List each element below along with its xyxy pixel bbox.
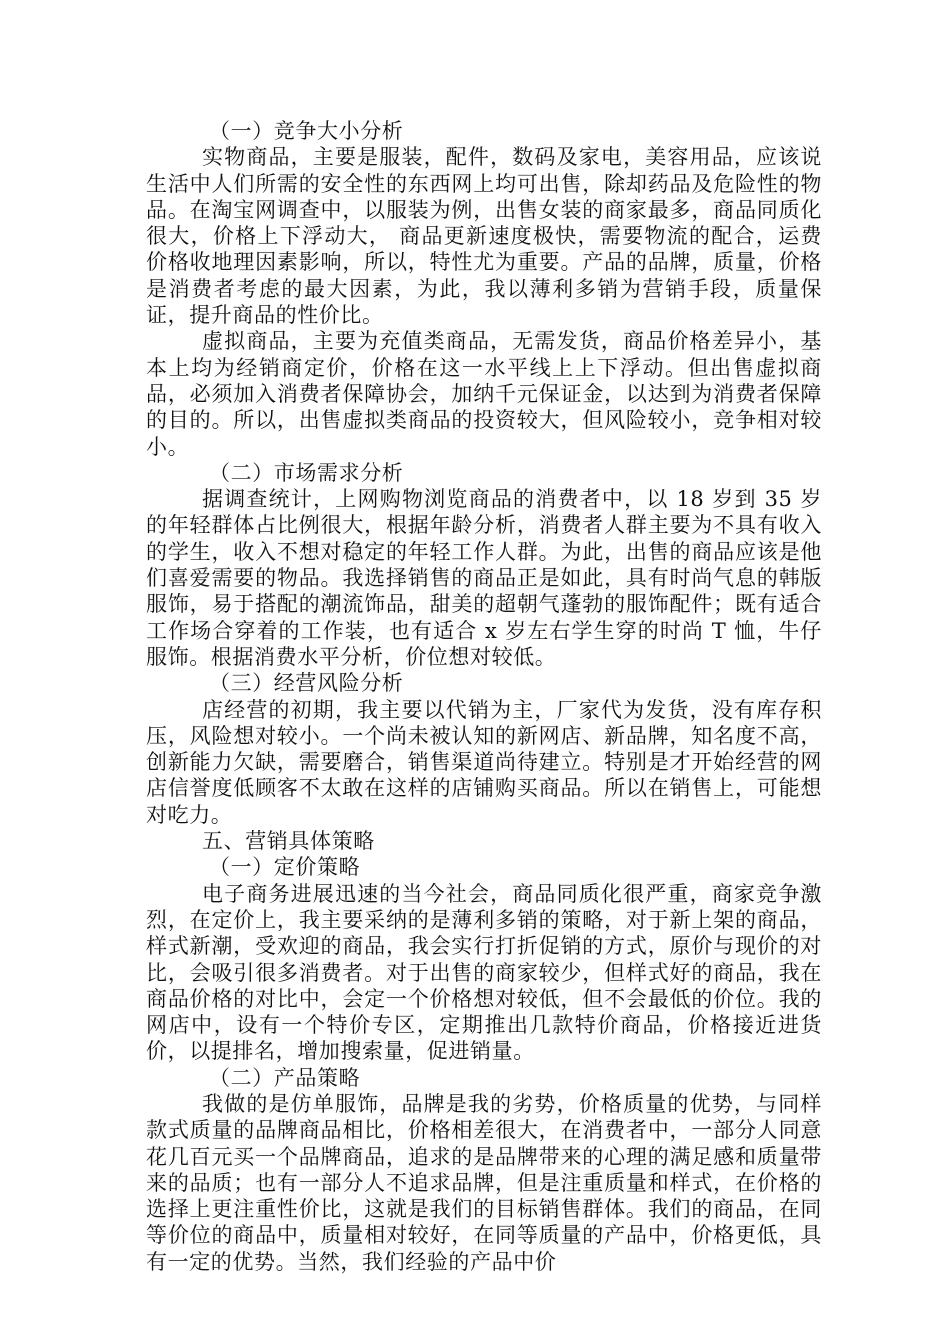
paragraph-physical-goods: 实物商品，主要是服装，配件，数码及家电，美容用品，应该说生活中人们所需的安全性的东西网上均可出售，除却药品及危险性的物品。在淘宝网调查中，以服装为例，出售女装的商家最多，商品同质化很大，价格上下浮动大， 商品更新速度极快，需要物流的配合，运费价格收地理因素影响，所以，特性尤为重要。产品的品牌，质量，价格是消费者考虑的最大因素，为此，我以薄利多销为营销手段，质量保证，提升商品的性价比。 <box>146 145 822 328</box>
document-body <box>146 118 822 1275</box>
section-heading-product: （二）产品策略 <box>209 1065 361 1090</box>
section-heading-business-risk: （三）经营风险分析 <box>209 671 404 696</box>
paragraph-virtual-goods: 虚拟商品，主要为充值类商品，无需发货，商品价格差异小，基本上均为经销商定价，价格在这一水平线上上下浮动。但出售虚拟商品，必须加入消费者保障协会，加纳千元保证金，以达到为消费者保障的目的。所以，出售虚拟类商品的投资较大，但风险较小，竞争相对较小。 <box>146 329 822 459</box>
paragraph-pricing: 电子商务进展迅速的当今社会，商品同质化很严重，商家竞争激烈，在定价上，我主要采纳的是薄利多销的策略，对于新上架的商品，样式新潮，受欢迎的商品，我会实行打折促销的方式，原价与现价的对比，会吸引很多消费者。对于出售的商家较少，但样式好的商品，我在商品价格的对比中，会定一个价格想对较低，但不会最低的价位。我的网店中，设有一个特价专区，定期推出几款特价商品，价格接近进货价，以提排名，增加搜索量，促进销量。 <box>146 881 822 1064</box>
section-heading-pricing: （一）定价策略 <box>209 855 361 880</box>
chapter-heading-marketing-strategy: 五、营销具体策略 <box>202 829 375 854</box>
section-heading-competition: （一）竞争大小分析 <box>209 119 404 143</box>
paragraph-market-demand: 据调查统计，上网购物浏览商品的消费者中，以 18 岁到 35 岁的年轻群体占比例很大，根据年龄分析，消费者人群主要为不具有收入的学生，收入不想对稳定的年轻工作人群。为此，出售的商品应该是他们喜爱需要的物品。我选择销售的商品正是如此，具有时尚气息的韩版服饰，易于搭配的潮流饰品，甜美的超朝气蓬勃的服饰配件；既有适合工作场合穿着的工作装，也有适合 x 岁左右学生穿的时尚 T 恤，牛仔服饰。根据消费水平分析，价位想对较低。 <box>146 487 822 669</box>
paragraph-product: 我做的是仿单服饰，品牌是我的劣势，价格质量的优势，与同样款式质量的品牌商品相比，价格相差很大，在消费者中，一部分人同意花几百元买一个品牌商品，追求的是品牌带来的心理的满足感和质量带来的品质；也有一部分人不追求品牌，但是注重质量和样式，在价格的选择上更注重性价比，这就是我们的目标销售群体。我们的商品，在同等价位的商品中，质量相对较好，在同等质量的产品中，价格更低，具有一定的优势。当然，我们经验的产品中价 <box>146 1091 822 1274</box>
section-heading-market-demand: （二）市场需求分析 <box>209 460 404 485</box>
paragraph-business-risk: 店经营的初期，我主要以代销为主，厂家代为发货，没有库存积压，风险想对较小。一个尚未被认知的新网店、新品牌，知名度不高，创新能力欠缺，需要磨合，销售渠道尚待建立。特别是才开始经营的网店信誉度低顾客不太敢在这样的店铺购买商品。所以在销售上，可能想对吃力。 <box>146 697 822 827</box>
